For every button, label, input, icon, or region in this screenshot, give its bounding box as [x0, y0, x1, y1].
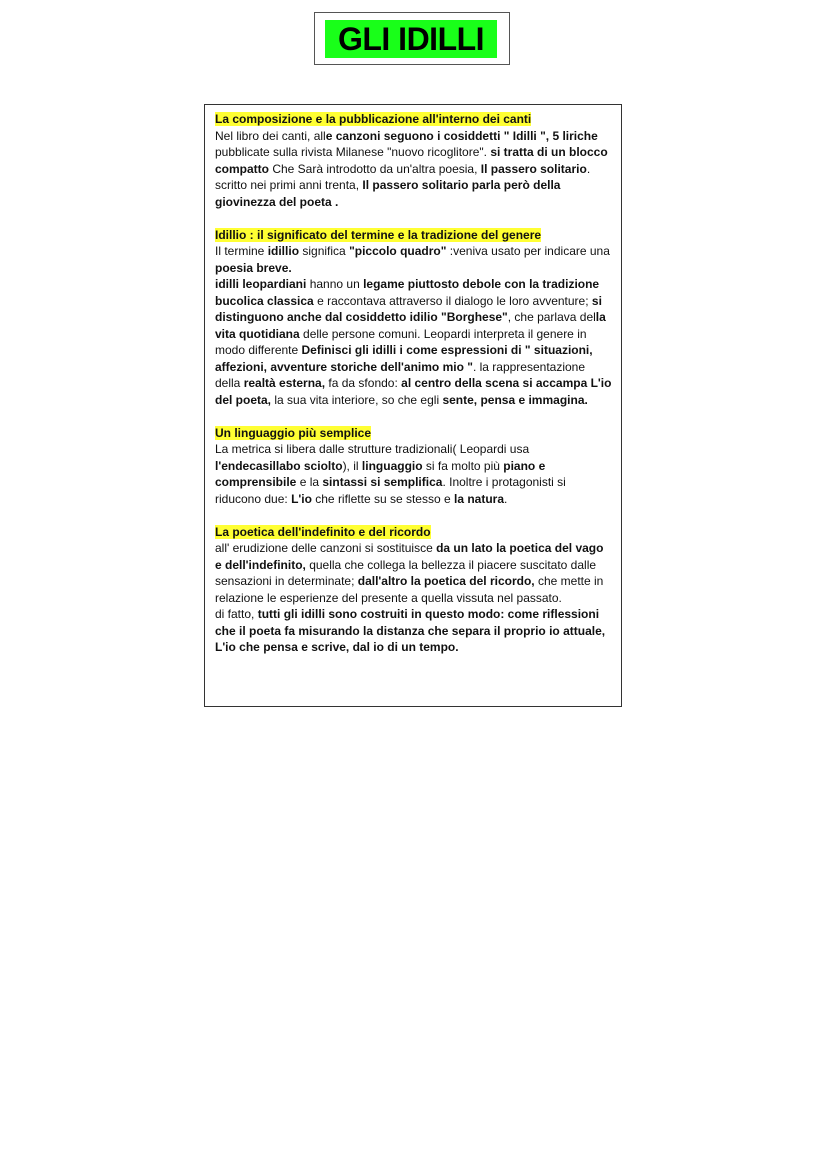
- bold-text: la vita quotidiana: [215, 310, 606, 341]
- section-heading: La poetica dell'indefinito e del ricordo: [215, 524, 431, 539]
- section-heading: Un linguaggio più semplice: [215, 425, 372, 440]
- bold-text: si tratta di un blocco compatto: [215, 145, 608, 176]
- title-box: [314, 12, 510, 65]
- text-run: che mette in relazione le esperienze del presente a quella vissuta nel passato.: [215, 574, 604, 605]
- bold-text: L'io: [291, 491, 312, 506]
- text-run: la sua vita interiore, so che egli: [271, 392, 443, 407]
- text-run: delle persone comuni. Leopardi interpreta il genere in modo differente: [215, 326, 587, 357]
- text-run: .: [504, 491, 508, 506]
- bold-text: Il passero solitario: [480, 161, 587, 176]
- text-run: :veniva usato per indicare una: [446, 244, 610, 258]
- text-run: e la: [296, 475, 323, 489]
- section-poetica: [215, 524, 613, 656]
- bold-text: idillio: [267, 244, 300, 258]
- text-run: hanno un: [306, 277, 364, 291]
- bold-text: "piccolo quadro": [349, 244, 447, 258]
- section-paragraph: [215, 276, 613, 408]
- text-run: Che Sarà introdotto da un'altra poesia,: [269, 161, 481, 176]
- bold-text: Definisci gli idilli i come espressioni di " situazioni, affezioni, avventure storiche dell'animo mio ": [215, 343, 593, 374]
- bold-text: piano e comprensibile: [215, 458, 546, 489]
- section-paragraph: [215, 243, 613, 276]
- bold-text: sintassi si semplifica: [322, 475, 443, 489]
- section-paragraph: [215, 540, 613, 606]
- section-linguaggio: [215, 425, 613, 508]
- bold-text: Il passero solitario parla però della giovinezza del poeta .: [215, 178, 561, 209]
- text-run: quella che collega la bellezza il piacere suscitato dalle sensazioni in determinate;: [215, 557, 597, 588]
- section-paragraph: [215, 441, 613, 507]
- text-run: di fatto,: [215, 607, 258, 621]
- bold-text: e canzoni seguono i cosiddetti " Idilli ", 5 liriche: [325, 128, 598, 143]
- section-composizione: [215, 111, 613, 210]
- bold-text: idilli leopardiani: [215, 277, 307, 291]
- text-run: Nel libro dei canti, all: [215, 128, 326, 143]
- text-run: che riflette su se stesso e: [311, 491, 454, 506]
- bold-text: si distinguono anche dal cosiddetto idilio "Borghese": [215, 293, 602, 324]
- text-run: e raccontava attraverso il dialogo le loro avventure;: [313, 293, 592, 308]
- bold-text: la natura: [454, 491, 505, 506]
- section-idillio-significato: [215, 227, 613, 409]
- section-heading: La composizione e la pubblicazione all'interno dei canti: [215, 112, 532, 126]
- text-run: fa da sfondo:: [325, 376, 402, 390]
- bold-text: legame piuttosto debole con la tradizione bucolica classica: [215, 277, 600, 308]
- bold-text: l'endecasillabo sciolto: [215, 458, 343, 473]
- bold-text: da un lato la poetica del vago e dell'indefinito,: [215, 541, 604, 572]
- section-paragraph: [215, 128, 613, 211]
- text-run: . Inoltre i protagonisti si riducono due:: [215, 475, 566, 506]
- content-box: [204, 104, 622, 707]
- section-paragraph: [215, 606, 613, 656]
- text-run: . la rappresentazione della: [215, 359, 586, 390]
- page-title: GLI IDILLI: [325, 20, 497, 58]
- text-run: . scritto nei primi anni trenta,: [215, 161, 591, 192]
- bold-text: realtà esterna,: [243, 376, 326, 390]
- bold-text: dall'altro la poetica del ricordo,: [357, 574, 535, 588]
- text-run: si fa molto più: [422, 458, 504, 473]
- text-run: pubblicate sulla rivista Milanese "nuovo ricoglitore".: [215, 145, 491, 159]
- text-run: , che parlava del: [507, 310, 596, 324]
- section-heading: Idillio : il significato del termine e la tradizione del genere: [215, 227, 542, 242]
- text-run: ), il: [342, 458, 362, 473]
- text-run: Il termine: [215, 244, 268, 258]
- bold-text: al centro della scena si accampa L'io del poeta,: [215, 376, 612, 407]
- text-run: La metrica si libera dalle strutture tradizionali( Leopardi usa: [215, 442, 530, 456]
- bold-text: linguaggio: [361, 458, 423, 473]
- bold-text: tutti gli idilli sono costruiti in questo modo: come riflessioni che il poeta fa misurando la distanza che separa il proprio io attuale, L'io che pensa e scrive, dal io di un tempo.: [215, 607, 606, 654]
- bold-text: sente, pensa e immagina.: [442, 392, 588, 407]
- bold-text: poesia breve.: [215, 260, 292, 275]
- text-run: all' erudizione delle canzoni si sostituisce: [215, 541, 437, 555]
- text-run: significa: [299, 244, 350, 258]
